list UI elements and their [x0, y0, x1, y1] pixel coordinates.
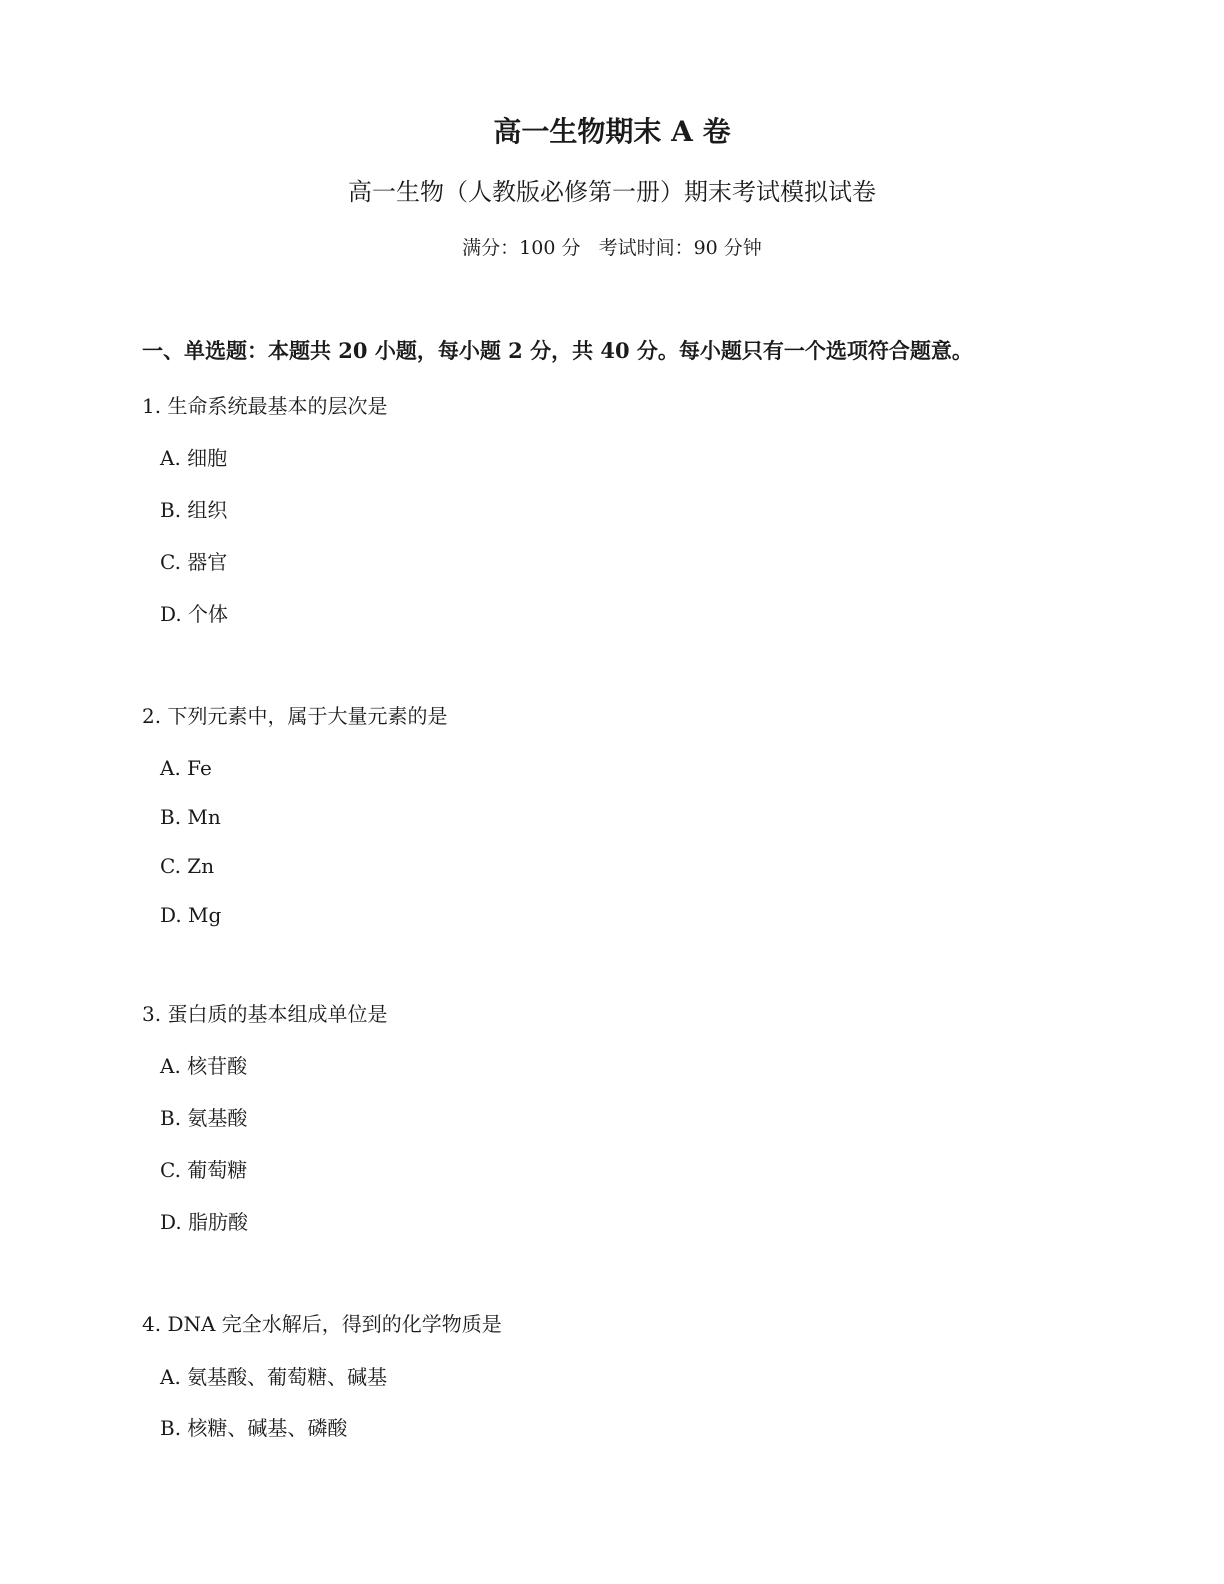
- question-4-option-a: A. 氨基酸、葡萄糖、碱基: [160, 1365, 388, 1389]
- question-4-option-b: B. 核糖、碱基、磷酸: [160, 1416, 348, 1440]
- question-3-option-b: B. 氨基酸: [160, 1106, 248, 1130]
- question-2-option-b: B. Mn: [160, 805, 221, 829]
- question-4-stem: 4. DNA 完全水解后，得到的化学物质是: [142, 1312, 502, 1336]
- question-3-option-a: A. 核苷酸: [160, 1054, 248, 1078]
- page-subtitle: 高一生物（人教版必修第一册）期末考试模拟试卷: [348, 178, 876, 206]
- question-3-option-c: C. 葡萄糖: [160, 1158, 248, 1182]
- page-title: 高一生物期末 A 卷: [493, 115, 731, 148]
- question-3-option-d: D. 脂肪酸: [160, 1210, 249, 1234]
- question-2-option-a: A. Fe: [160, 756, 212, 780]
- question-1-stem: 1. 生命系统最基本的层次是: [142, 394, 388, 418]
- question-1-option-b: B. 组织: [160, 498, 228, 522]
- question-2-option-d: D. Mg: [160, 903, 222, 927]
- question-2-option-c: C. Zn: [160, 854, 215, 878]
- section-heading: 一、单选题：本题共 20 小题，每小题 2 分，共 40 分。每小题只有一个选项符合题意。: [142, 338, 973, 363]
- question-3-stem: 3. 蛋白质的基本组成单位是: [142, 1002, 388, 1026]
- exam-meta: 满分：100 分 考试时间：90 分钟: [462, 237, 762, 259]
- question-1-option-c: C. 器官: [160, 550, 228, 574]
- question-2-stem: 2. 下列元素中，属于大量元素的是: [142, 704, 448, 728]
- question-1-option-d: D. 个体: [160, 602, 229, 626]
- question-1-option-a: A. 细胞: [160, 446, 228, 470]
